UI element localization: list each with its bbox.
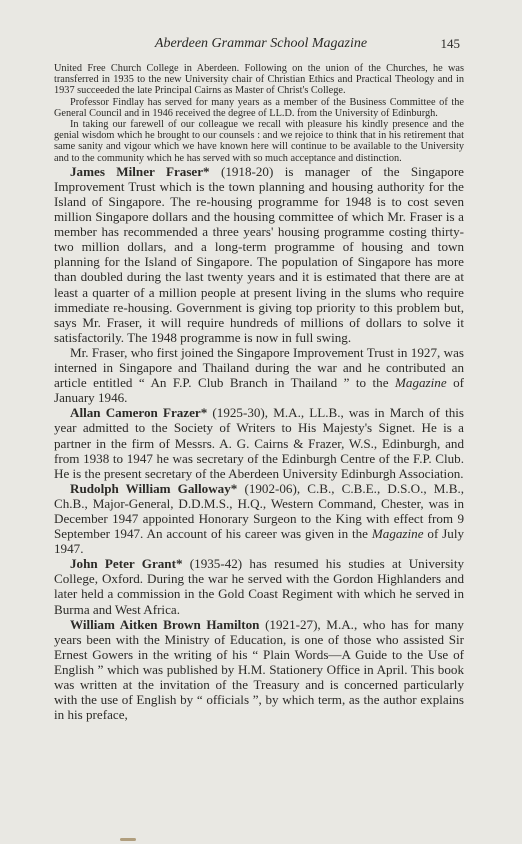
entry-text: (1921-27), M.A., who has for many years been with the Ministry of Education, is one of those who assisted Sir Ernest Gowers in the writing of his “ Plain Words—A Guide to the Use of English ” which was published by H.M. Stationery Office in April. This book was written at the invitation of the Treasury and is concerned particularly with the use of English by “ officials ”, by which term, as the author explains in his preface, [54,616,464,723]
entry-hamilton [54,617,464,723]
entry-text: (1935-42) has resumed his studies at University College, Oxford. During the war he served with the Gordon Highlanders and later held a commission in the Gold Coast Regiment with which he served in Burma and West Africa. [54,556,465,617]
person-name: Allan Cameron Frazer* [70,405,208,421]
ink-mark [120,838,136,841]
article-body [54,63,464,722]
person-name: John Peter Grant* [70,556,183,572]
running-title: Aberdeen Grammar School Magazine [154,36,368,51]
entry-frazer-allan [54,405,464,480]
paragraph: United Free Church College in Aberdeen. Following on the union of the Churches, he was transferred in 1935 to the new University chair of Christian Ethics and Practical Theology and in 1937 succeeded the late Principal Cairns as Master of Christ's College. [54,63,464,97]
person-name: William Aitken Brown Hamilton [70,616,260,632]
entry-grant [54,556,464,616]
entry-text-tail: of January 1946. [54,375,464,406]
former-pupil-notes [54,164,464,722]
magazine-title: Magazine [371,526,424,542]
entry-text-tail: of July 1947. [54,526,465,557]
entry-text: (1925-30), M.A., LL.B., was in March of this year admitted to the Society of Writers to His Majesty's Signet. He is a partner in the firm of Messrs. A. G. Cairns & Frazer, W.S., Edinburgh, and from 1938 to 1947 he was secretary of the Edinburgh Centre of the F.P. Club. He is the present secretary of the Aberdeen University Edinburgh Association. [54,405,464,481]
paragraph: Professor Findlay has served for many years as a member of the Business Committee of the General Council and in 1946 received the degree of LL.D. from the University of Edinburgh. [54,96,464,119]
findlay-tribute [54,63,464,164]
entry-galloway [54,481,464,556]
entry-text: (1902-06), C.B., C.B.E., D.S.O., M.B., Ch.B., Major-General, D.D.M.S., H.Q., Western Command, Chester, was in December 1947 appointed Honorary Surgeon to the King with effect from 9 September 1947. An account of his career was given in the [54,480,464,542]
magazine-title: Magazine [394,375,447,391]
page-header [0,36,522,56]
person-name: Rudolph William Galloway* [70,480,238,496]
paragraph: In taking our farewell of our colleague we recall with pleasure his kindly presence and the genial wisdom which he brought to our counsels : and we rejoice to think that in his retirement that same sanity and vigour which we have known here will continue to be available to the University and to the community which he has served with so much acceptance and distinction. [54,119,464,164]
entry-fraser-continued [54,345,464,405]
entry-text: Mr. Fraser, who first joined the Singapore Improvement Trust in 1927, was interned in Singapore and Thailand during the war and he contributed an article entitled “ An F.P. Club Branch in Thailand ” to the [54,344,464,391]
page-number: 145 [440,36,460,51]
entry-fraser-james [54,164,464,345]
entry-text: (1918-20) is manager of the Singapore Improvement Trust which is the town planning and housing authority for the Island of Singapore. The re-housing programme for 1948 is to cost seven million Singapore dollars and the housing committee of which Mr. Fraser is a member has recommended a three years' housing programme costing thirty-two million dollars, and a long-term programme of housing and town planning for the Island of Singapore. The population of Singapore has more than doubled during the last twenty years and it is estimated that there are at least a quarter of a million people at present living in the slums who require immediate re-housing. Government is giving top priority to this problem but, says Mr. Fraser, it will require hundreds of millions of dollars to solve it satisfactorily. The 1948 programme is now in full swing. [54,163,464,345]
person-name: James Milner Fraser* [70,163,210,179]
